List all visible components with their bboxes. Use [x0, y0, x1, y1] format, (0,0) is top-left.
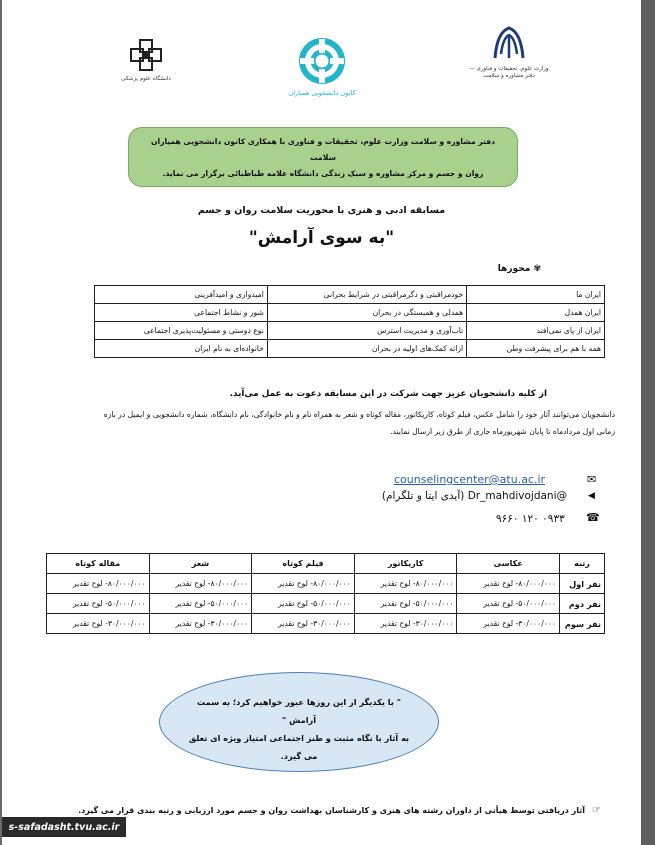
table-cell: شور و نشاط اجتماعی	[95, 304, 268, 322]
table-cell: نوع دوستی و مسئولیت‌پذیری اجتماعی	[95, 322, 268, 340]
axes-heading-text: محورها	[497, 264, 531, 274]
column-header: مقاله کوتاه	[47, 554, 150, 574]
handle-note: (آیدی ایتا و تلگرام)	[381, 490, 465, 502]
prize-cell: ۳۰/۰۰۰/۰۰۰- لوح تقدیر	[252, 614, 355, 634]
prize-cell: ۵۰/۰۰۰/۰۰۰- لوح تقدیر	[354, 594, 457, 614]
table-row	[47, 574, 605, 594]
pointing-hand-icon: ☞	[592, 805, 601, 816]
messenger-handle[interactable]	[382, 490, 567, 502]
prize-cell: ۸۰/۰۰۰/۰۰۰- لوح تقدیر	[47, 574, 150, 594]
prize-cell: ۵۰/۰۰۰/۰۰۰- لوح تقدیر	[252, 594, 355, 614]
table-cell: خانواده‌ای به نام ایران	[95, 340, 268, 358]
competition-title: مسابقه ادبی و هنری با محوریت سلامت روان و جسم	[197, 205, 446, 216]
table-cell: همدلی و همبستگی در بحران	[267, 304, 466, 322]
column-header: رتبه	[560, 554, 605, 574]
poster-page	[2, 0, 641, 845]
table-row	[47, 614, 605, 634]
camera-lens-logo-icon	[297, 36, 347, 86]
rank-cell: نفر سوم	[560, 614, 605, 634]
axes-table	[94, 285, 605, 358]
prize-cell: ۸۰/۰۰۰/۰۰۰- لوح تقدیر	[149, 574, 252, 594]
table-header-row	[47, 554, 605, 574]
rank-cell: نفر دوم	[560, 594, 605, 614]
table-row	[95, 340, 605, 358]
table-cell: تاب‌آوری و مدیریت استرس	[267, 322, 466, 340]
prize-cell: ۸۰/۰۰۰/۰۰۰- لوح تقدیر	[457, 574, 560, 594]
prize-cell: ۸۰/۰۰۰/۰۰۰- لوح تقدیر	[354, 574, 457, 594]
university-logo-caption: دانشگاه علوم پزشکی	[121, 76, 171, 82]
prizes-table	[46, 553, 605, 634]
slogan-line-2: به آثار با نگاه مثبت و طنز اجتماعی امتیاز ویژه ای تعلق	[188, 733, 410, 743]
submission-description: دانشجویان می‌توانند آثار خود را شامل عکس، فیلم کوتاه، کاریکاتور، مقاله کوتاه و شعر به همراه نام و نام خانوادگی، نام دانشگاه، شماره دانشجویی و ایمیل در بازه زمانی اول مردادماه تا پایان شهریورماه جاری از طرق زیر ارسال نمایند.	[103, 410, 615, 436]
table-cell: ایران از پای نمی‌افتد	[467, 322, 605, 340]
table-cell: ارائه کمک‌های اولیه در بحران	[267, 340, 466, 358]
university-emblem-icon	[129, 38, 163, 72]
slogan-oval	[159, 672, 439, 772]
table-row	[95, 322, 605, 340]
university-logo	[120, 38, 172, 83]
slogan-line-3: می گیرد.	[280, 751, 318, 761]
prize-cell: ۳۰/۰۰۰/۰۰۰- لوح تقدیر	[457, 614, 560, 634]
hamyaran-logo	[278, 36, 366, 97]
table-cell: خودمراقبتی و دگرمراقبتی در شرایط بحرانی	[267, 286, 466, 304]
ministry-logo-caption: وزارت علوم، تحقیقات و فناوری — دفتر مشاوره و سلامت	[469, 66, 549, 79]
phone-icon: ☎	[586, 511, 600, 524]
arrow-left-icon: ◀	[588, 491, 595, 501]
main-title: "به سوی آرامش"	[248, 228, 395, 248]
prize-cell: ۵۰/۰۰۰/۰۰۰- لوح تقدیر	[149, 594, 252, 614]
slogan-line-1: " با یکدیگر از این روزها عبور خواهیم کرد؛ به سمت آرامش "	[196, 697, 402, 725]
hamyaran-logo-caption: کانون دانشجویی همیاران	[288, 89, 356, 97]
ministry-seal-icon	[487, 24, 531, 62]
site-watermark: s-safadasht.tvu.ac.ir	[2, 817, 126, 837]
organizers-box	[128, 127, 518, 187]
phone-number[interactable]: ۰۹۳۳ ۱۲۰ ۹۶۶۰	[496, 513, 565, 525]
table-cell: ایران ما	[467, 286, 605, 304]
table-cell: ایران همدل	[467, 304, 605, 322]
prize-cell: ۳۰/۰۰۰/۰۰۰- لوح تقدیر	[149, 614, 252, 634]
handle-text: Dr_mahdivojdani@	[467, 490, 567, 502]
invitation-text: از کلیه دانشجویان عزیز جهت شرکت در این مسابقه دعوت به عمل می‌آید.	[229, 389, 547, 399]
ministry-logo	[464, 24, 554, 80]
column-header: کاریکاتور	[354, 554, 457, 574]
bullet-icon: ✾	[530, 264, 541, 274]
prize-cell: ۵۰/۰۰۰/۰۰۰- لوح تقدیر	[457, 594, 560, 614]
prize-cell: ۳۰/۰۰۰/۰۰۰- لوح تقدیر	[47, 614, 150, 634]
column-header: عکاسی	[457, 554, 560, 574]
email-icon: ✉	[587, 473, 597, 486]
table-row	[95, 304, 605, 322]
column-header: شعر	[149, 554, 252, 574]
prize-cell: ۳۰/۰۰۰/۰۰۰- لوح تقدیر	[354, 614, 457, 634]
axes-heading	[498, 264, 541, 274]
organizers-line-2: روان و جسم و مرکز مشاوره و سبک زندگی دانشگاه علامه طباطبائی برگزار می نماید.	[162, 169, 484, 178]
table-row	[95, 286, 605, 304]
prize-cell: ۸۰/۰۰۰/۰۰۰- لوح تقدیر	[252, 574, 355, 594]
viewer-background	[641, 0, 655, 845]
table-cell: همه با هم برای پیشرفت وطن	[467, 340, 605, 358]
rank-cell: نفر اول	[560, 574, 605, 594]
table-cell: امیدواری و امیدآفرینی	[95, 286, 268, 304]
judging-footnote: آثار دریافتی توسط هیأتی از داوران رشته های هنری و کارشناسان بهداشت روان و جسم مورد ارزیابی و رتبه بندی قرار می گیرد.	[78, 806, 585, 815]
email-link[interactable]: counselingcenter@atu.ac.ir	[394, 473, 546, 486]
organizers-line-1: دفتر مشاوره و سلامت وزارت علوم، تحقیقات و فناوری با همکاری کانون دانشجویی همیاران سلامت	[151, 137, 495, 162]
prize-cell: ۵۰/۰۰۰/۰۰۰- لوح تقدیر	[47, 594, 150, 614]
table-row	[47, 594, 605, 614]
column-header: فیلم کوتاه	[252, 554, 355, 574]
